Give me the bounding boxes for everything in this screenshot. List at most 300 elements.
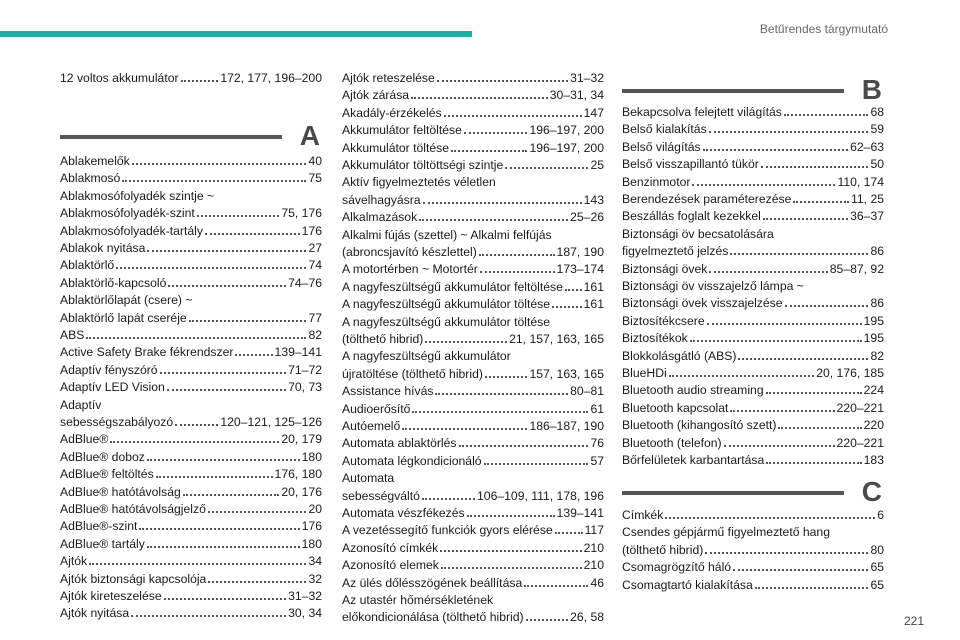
page-reference[interactable]: 34 [308, 554, 322, 569]
index-entry [622, 243, 884, 259]
page-reference[interactable]: 86 [870, 296, 884, 311]
page-reference[interactable]: 173–174 [556, 262, 604, 277]
index-entry-line [60, 362, 322, 378]
page-reference[interactable]: 20, 179 [281, 432, 322, 447]
index-term: Biztonsági övek visszajelzése [622, 296, 783, 311]
index-entry [622, 208, 884, 224]
index-entry [622, 156, 884, 172]
index-entry [342, 244, 604, 260]
index-term: AdBlue® doboz [60, 449, 145, 464]
index-term: Autóemelő [342, 419, 401, 433]
index-entry-line [60, 292, 322, 308]
index-entry-line [342, 70, 604, 86]
index-entry [60, 344, 322, 360]
dot-leader [116, 257, 306, 269]
index-term: sebességváltó [342, 488, 420, 503]
index-term: Biztosítékcsere [622, 313, 705, 328]
index-entry [622, 524, 884, 540]
page-reference[interactable]: 82 [308, 328, 322, 342]
index-entry [342, 505, 604, 521]
index-entry-line [60, 275, 322, 291]
page-reference[interactable]: 27 [308, 241, 322, 255]
page-reference[interactable]: 106–109, 111, 178, 196 [477, 488, 604, 503]
index-term: AdBlue® [60, 432, 109, 447]
index-entry [342, 279, 604, 295]
page-reference[interactable]: 20, 176 [281, 484, 322, 499]
index-entry-line [60, 431, 322, 447]
dot-leader [139, 518, 299, 530]
index-term: A nagyfeszültségű akkumulátor [342, 349, 511, 364]
index-entry-line [60, 588, 322, 604]
page-reference[interactable]: 147 [583, 105, 604, 120]
index-entry [60, 205, 322, 221]
index-term: A nagyfeszültségű akkumulátor feltöltése [342, 279, 563, 294]
index-entry-line [60, 327, 322, 343]
index-entry [60, 170, 322, 186]
index-entry-line [342, 157, 604, 173]
index-entry-line [622, 330, 884, 346]
page-reference[interactable]: 65 [870, 577, 884, 592]
index-term: Ablakok nyitása [60, 241, 146, 255]
index-term: Ajtók nyitása [60, 606, 130, 621]
index-entry [342, 261, 604, 277]
index-term: Ajtók reteszelése [342, 71, 435, 85]
dot-leader [565, 279, 582, 291]
index-term: AdBlue® tartály [60, 536, 145, 551]
index-entry [60, 275, 322, 291]
index-entry [342, 227, 604, 243]
index-entry-line [60, 397, 322, 413]
section-heading-a [60, 122, 322, 152]
index-entry [622, 313, 884, 329]
index-term: A nagyfeszültségű akkumulátor töltése [342, 297, 550, 312]
dot-leader [733, 559, 868, 571]
index-entry-line [342, 105, 604, 121]
dot-leader [441, 557, 582, 569]
index-term: Belső visszapillantó tükör [622, 157, 759, 172]
dot-leader [479, 244, 555, 256]
index-term: Alkalmi fújás (szettel) ~ Alkalmi felfújás [342, 227, 552, 242]
index-entry [622, 452, 884, 468]
index-entry-line [342, 279, 604, 295]
page-reference[interactable]: 139–141 [556, 506, 604, 520]
dot-leader [197, 205, 280, 217]
index-entry-line [342, 418, 604, 434]
index-term: Berendezések paraméterezése [622, 192, 792, 206]
index-entry [342, 296, 604, 312]
index-entry [342, 522, 604, 538]
index-entry [60, 588, 322, 604]
page-reference[interactable]: 26, 58 [570, 610, 604, 625]
page-reference[interactable]: 210 [583, 558, 604, 573]
index-entry-line [342, 505, 604, 521]
dot-leader [738, 348, 868, 360]
index-term: Bluetooth (kihangosító szett) [622, 418, 777, 433]
index-entry-line [622, 313, 884, 329]
index-entry [60, 449, 322, 465]
page-reference[interactable]: 20, 176, 185 [816, 366, 884, 380]
page-reference[interactable]: 65 [870, 560, 884, 575]
dot-leader [147, 449, 300, 461]
dot-leader [181, 70, 219, 82]
index-term: Ablaktörlő [60, 258, 115, 273]
index-entry [342, 383, 604, 399]
index-entry [60, 518, 322, 534]
section-heading-b [622, 76, 884, 106]
index-entry [342, 331, 604, 347]
index-entry-line [342, 140, 604, 156]
page-reference[interactable]: 176, 180 [274, 467, 322, 482]
dot-leader [459, 435, 589, 447]
page-reference[interactable]: 196–197, 200 [529, 140, 604, 155]
index-entry [342, 105, 604, 121]
index-entry [60, 536, 322, 552]
page-reference[interactable]: 57 [590, 453, 604, 468]
index-entry [60, 70, 322, 86]
page-reference[interactable]: 80–81 [570, 384, 604, 399]
index-entry-line [60, 484, 322, 500]
index-entry [60, 240, 322, 256]
page-reference[interactable]: 75, 176 [281, 206, 322, 221]
index-entry-line [622, 452, 884, 468]
page-reference[interactable]: 176 [301, 223, 322, 238]
dot-leader [484, 453, 589, 465]
index-term: Az ülés dőlésszögének beállítása [342, 575, 523, 590]
index-entry-line [342, 592, 604, 608]
index-entry-line [60, 310, 322, 326]
index-term: Címkék [622, 508, 664, 522]
dot-leader [552, 296, 582, 308]
dot-leader [451, 140, 527, 152]
dot-leader [412, 401, 588, 413]
index-term: Benzinmotor [622, 174, 691, 189]
page-reference[interactable]: 180 [301, 536, 322, 551]
index-entry-line [342, 540, 604, 556]
page-reference[interactable]: 30–31, 34 [549, 88, 604, 103]
index-entry-line [342, 314, 604, 330]
index-term: Akkumulátor feltöltése [342, 123, 462, 138]
index-entry [60, 362, 322, 378]
index-entry-line [60, 223, 322, 239]
page-reference[interactable]: 70, 73 [288, 380, 322, 395]
index-entry [622, 559, 884, 575]
dot-leader [707, 313, 862, 325]
index-entry-line [622, 507, 884, 523]
index-entry [622, 330, 884, 346]
page-reference[interactable]: 210 [583, 540, 604, 555]
section-letter: A [299, 120, 320, 151]
index-entry-line [60, 449, 322, 465]
index-term: Ablaktörlő lapát cseréje [60, 310, 187, 325]
index-entry-line [342, 575, 604, 591]
index-entry-line [342, 174, 604, 190]
index-entry-line [622, 278, 884, 294]
index-entry [342, 314, 604, 330]
page-reference[interactable]: 77 [308, 310, 322, 325]
index-term: sebességszabályozó [60, 415, 174, 429]
index-entry [60, 292, 322, 308]
index-entry-line [622, 400, 884, 416]
page-reference[interactable]: 220–221 [836, 400, 884, 415]
index-term: Active Safety Brake fékrendszer [60, 345, 234, 360]
section-rule [622, 491, 844, 495]
index-entry-line [342, 488, 604, 504]
index-term: Adaptív LED Vision [60, 380, 165, 395]
dot-leader [467, 505, 555, 517]
dot-leader [524, 575, 588, 587]
index-term: sávelhagyásra [342, 192, 421, 207]
dot-leader [526, 609, 569, 621]
index-entry [60, 310, 322, 326]
index-entry-line [342, 609, 604, 625]
index-entry [60, 466, 322, 482]
page-reference[interactable]: 32 [308, 571, 322, 586]
index-entry [60, 153, 322, 169]
page-reference[interactable]: 82 [870, 348, 884, 363]
index-entry [342, 453, 604, 469]
dot-leader [555, 522, 583, 534]
index-term: Biztosítékok [622, 331, 688, 346]
page-reference[interactable]: 220 [863, 418, 884, 433]
index-entry-line [342, 470, 604, 486]
dot-leader [755, 577, 869, 589]
dot-leader [724, 435, 835, 447]
index-term: Adaptív fényszóró [60, 362, 158, 377]
index-entry [60, 431, 322, 447]
page-reference[interactable]: 74 [308, 258, 322, 273]
index-entry-line [622, 524, 884, 540]
page-reference[interactable]: 20 [308, 502, 322, 516]
page-reference[interactable]: 75 [308, 171, 322, 186]
index-entry-line [622, 295, 884, 311]
page-reference[interactable]: 68 [870, 105, 884, 119]
index-entry-line [622, 261, 884, 277]
index-entry [342, 418, 604, 434]
dot-leader [766, 382, 862, 394]
index-term: AdBlue® hatótávolság [60, 484, 181, 499]
page-reference[interactable]: 74–76 [288, 275, 322, 290]
dot-leader [175, 414, 218, 426]
index-entry-line [622, 417, 884, 433]
index-term: Bluetooth kapcsolat [622, 400, 729, 415]
index-entry-line [342, 453, 604, 469]
page-reference[interactable]: 86 [870, 244, 884, 259]
page-reference[interactable]: 157, 163, 165 [529, 366, 604, 381]
index-entry-line [622, 156, 884, 172]
dot-leader [793, 191, 849, 203]
index-entry-line [342, 383, 604, 399]
index-entry-line [60, 153, 322, 169]
index-entry [60, 414, 322, 430]
page-reference[interactable]: 62–63 [850, 139, 884, 154]
index-term: AdBlue®-szint [60, 519, 138, 534]
page-reference[interactable]: 220–221 [836, 435, 884, 450]
page-reference[interactable]: 6 [877, 508, 884, 522]
page-reference[interactable]: 76 [590, 436, 604, 451]
page-reference[interactable]: 161 [583, 279, 604, 294]
index-entry-line [622, 348, 884, 364]
page-reference[interactable]: 85–87, 92 [829, 261, 884, 276]
index-entry [622, 400, 884, 416]
page-reference[interactable]: 46 [590, 575, 604, 590]
index-entry [60, 501, 322, 517]
page-reference[interactable]: 71–72 [288, 362, 322, 377]
page-reference[interactable]: 196–197, 200 [529, 123, 604, 138]
index-entry-line [60, 240, 322, 256]
page-reference[interactable]: 31–32 [570, 71, 604, 85]
index-term: Csomagrögzítő háló [622, 560, 732, 575]
index-entry [60, 257, 322, 273]
page-reference[interactable]: 61 [590, 401, 604, 416]
index-entry [342, 157, 604, 173]
page-reference[interactable]: 139–141 [274, 345, 322, 360]
index-term: A vezetéssegítő funkciók gyors elérése [342, 523, 553, 538]
page-reference[interactable]: 224 [863, 383, 884, 398]
index-term: A motortérben ~ Motortér [342, 262, 478, 277]
dot-leader [132, 153, 307, 165]
index-term: Bluetooth audio streaming [622, 383, 764, 398]
dot-leader [122, 170, 306, 182]
page-reference[interactable]: 21, 157, 163, 165 [509, 332, 604, 346]
page-reference[interactable]: 172, 177, 196–200 [220, 71, 322, 85]
index-entry-line [60, 379, 322, 395]
page-reference[interactable]: 40 [308, 154, 322, 168]
dot-leader [480, 261, 555, 273]
dot-leader [505, 157, 588, 169]
index-entry-line [622, 191, 884, 207]
page-reference[interactable]: 176 [301, 519, 322, 534]
index-entry-line [342, 244, 604, 260]
index-entry [342, 174, 604, 190]
index-entry-line [342, 192, 604, 208]
index-entry [342, 366, 604, 382]
index-entry-line [622, 542, 884, 558]
page-number: 221 [903, 614, 924, 628]
page-reference[interactable]: 110, 174 [837, 174, 884, 189]
dot-leader [205, 223, 300, 235]
index-entry-line [342, 522, 604, 538]
index-entry-line [342, 87, 604, 103]
index-term: Ablakmosófolyadék-tartály [60, 223, 203, 238]
index-entry-line [60, 553, 322, 569]
index-term: Ablaktörlő-kapcsoló [60, 275, 167, 290]
index-entry-line [622, 121, 884, 137]
page-reference[interactable]: 50 [870, 157, 884, 172]
page-reference[interactable]: 183 [863, 453, 884, 467]
index-entry-line [342, 122, 604, 138]
index-entry [622, 104, 884, 120]
page-reference[interactable]: 161 [583, 297, 604, 312]
index-entry [622, 382, 884, 398]
page-reference[interactable]: 11, 25 [851, 192, 884, 206]
dot-leader [444, 105, 582, 117]
page-reference[interactable]: 25–26 [570, 210, 604, 225]
page-reference[interactable]: 187, 190 [556, 245, 604, 259]
index-term: Ablakmosófolyadék szintje ~ [60, 188, 215, 203]
page-reference[interactable]: 30, 34 [288, 606, 322, 621]
index-entry [342, 140, 604, 156]
index-term: Ajtók zárása [342, 88, 410, 103]
dot-leader [208, 571, 306, 583]
index-term: Blokkolásgátló (ABS) [622, 348, 737, 363]
index-entry [622, 542, 884, 558]
index-entry [622, 435, 884, 451]
index-entry-line [60, 466, 322, 482]
page-reference[interactable]: 186–187, 190 [529, 419, 604, 433]
dot-leader [778, 417, 861, 429]
index-entry [60, 605, 322, 621]
page-reference[interactable]: 25 [590, 158, 604, 172]
page-reference[interactable]: 59 [870, 122, 884, 137]
page-reference[interactable]: 143 [583, 192, 604, 207]
index-entry-line [60, 188, 322, 204]
dot-leader [411, 87, 548, 99]
index-entry-line [60, 414, 322, 430]
dot-leader [761, 156, 869, 168]
index-entry-line [622, 577, 884, 593]
index-term: A nagyfeszültségű akkumulátor töltése [342, 314, 550, 329]
dot-leader [208, 501, 307, 513]
index-entry [622, 139, 884, 155]
index-term: Azonosító elemek [342, 558, 439, 573]
index-entry-line [60, 571, 322, 587]
dot-leader [730, 400, 834, 412]
dot-leader [440, 540, 581, 552]
index-term: 12 voltos akkumulátor [60, 71, 179, 85]
page-reference[interactable]: 180 [301, 449, 322, 464]
index-entry [60, 223, 322, 239]
index-term: Azonosító címkék [342, 540, 439, 555]
index-entry [342, 592, 604, 608]
dot-leader [703, 139, 849, 151]
page-reference[interactable]: 117 [584, 523, 604, 538]
index-entry [622, 348, 884, 364]
index-entry-line [342, 401, 604, 417]
index-entry [622, 278, 884, 294]
index-entry-line [60, 170, 322, 186]
index-entry [342, 209, 604, 225]
index-entry [622, 261, 884, 277]
dot-leader [147, 536, 300, 548]
index-entry [342, 488, 604, 504]
index-entry [342, 192, 604, 208]
index-entry-line [622, 435, 884, 451]
index-entry-line [60, 344, 322, 360]
page-reference[interactable]: 80 [870, 542, 884, 557]
page-reference[interactable]: 195 [863, 331, 884, 346]
page-reference[interactable]: 31–32 [288, 589, 322, 603]
index-entry-line [342, 227, 604, 243]
index-entry-line [622, 208, 884, 224]
index-entry-line [622, 226, 884, 242]
index-entry-line [60, 518, 322, 534]
dot-leader [709, 121, 869, 133]
index-entry [622, 417, 884, 433]
index-entry [622, 295, 884, 311]
page-reference[interactable]: 36–37 [850, 209, 884, 224]
header-accent-bar [0, 31, 472, 37]
index-term: Automata légkondicionáló [342, 453, 482, 468]
page-reference[interactable]: 195 [863, 313, 884, 328]
section-rule [60, 135, 282, 139]
dot-leader [425, 331, 507, 343]
index-entry-line [342, 261, 604, 277]
index-entry-line [60, 536, 322, 552]
page-reference[interactable]: 120–121, 125–126 [220, 415, 322, 429]
dot-leader [167, 379, 286, 391]
dot-leader [705, 542, 868, 554]
section-letter: B [861, 74, 882, 105]
